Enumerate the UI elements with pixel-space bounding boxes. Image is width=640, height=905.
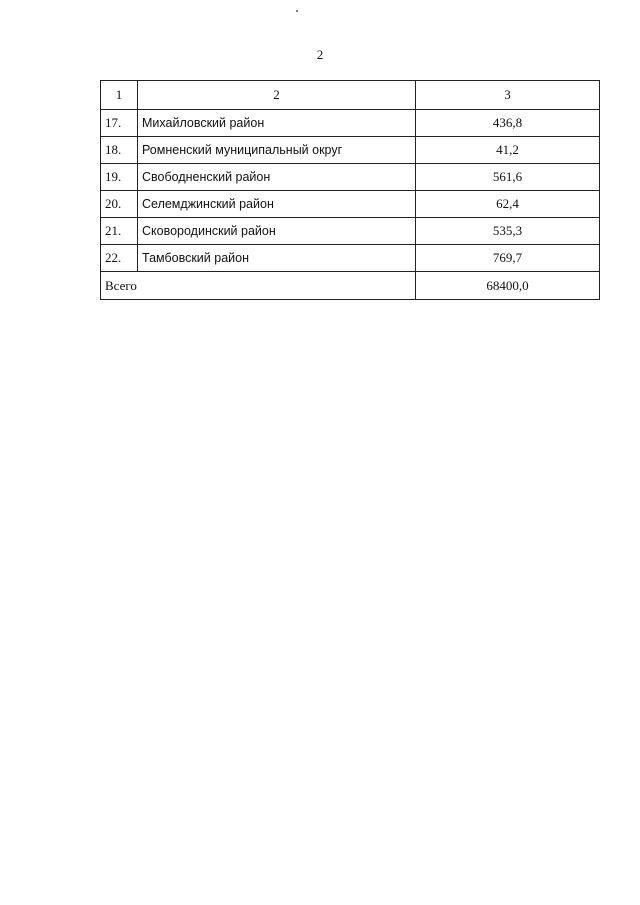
scan-dot-mark: [296, 10, 298, 12]
row-number: 19.: [101, 164, 138, 191]
row-number: 20.: [101, 191, 138, 218]
total-value: 68400,0: [416, 272, 600, 300]
district-name: Сковородинский район: [138, 218, 416, 245]
district-value: 769,7: [416, 245, 600, 272]
district-value: 561,6: [416, 164, 600, 191]
district-name: Селемджинский район: [138, 191, 416, 218]
table-total-row: [101, 272, 600, 300]
district-name: Ромненский муниципальный округ: [138, 137, 416, 164]
district-name: Свободненский район: [138, 164, 416, 191]
district-value: 436,8: [416, 110, 600, 137]
district-value: 62,4: [416, 191, 600, 218]
page-number: 2: [316, 47, 324, 62]
district-table: [100, 80, 600, 300]
row-number: 18.: [101, 137, 138, 164]
table-header-row: [101, 81, 600, 110]
total-label: Всего: [101, 272, 416, 300]
column-header-3: 3: [416, 81, 600, 110]
table-row: [101, 164, 600, 191]
row-number: 17.: [101, 110, 138, 137]
table-row: [101, 137, 600, 164]
row-number: 22.: [101, 245, 138, 272]
table-row: [101, 191, 600, 218]
table-row: [101, 110, 600, 137]
column-header-2: 2: [138, 81, 416, 110]
table-row: [101, 218, 600, 245]
district-name: Михайловский район: [138, 110, 416, 137]
table-container: [100, 80, 599, 300]
district-value: 535,3: [416, 218, 600, 245]
district-name: Тамбовский район: [138, 245, 416, 272]
district-value: 41,2: [416, 137, 600, 164]
row-number: 21.: [101, 218, 138, 245]
table-row: [101, 245, 600, 272]
column-header-1: 1: [101, 81, 138, 110]
